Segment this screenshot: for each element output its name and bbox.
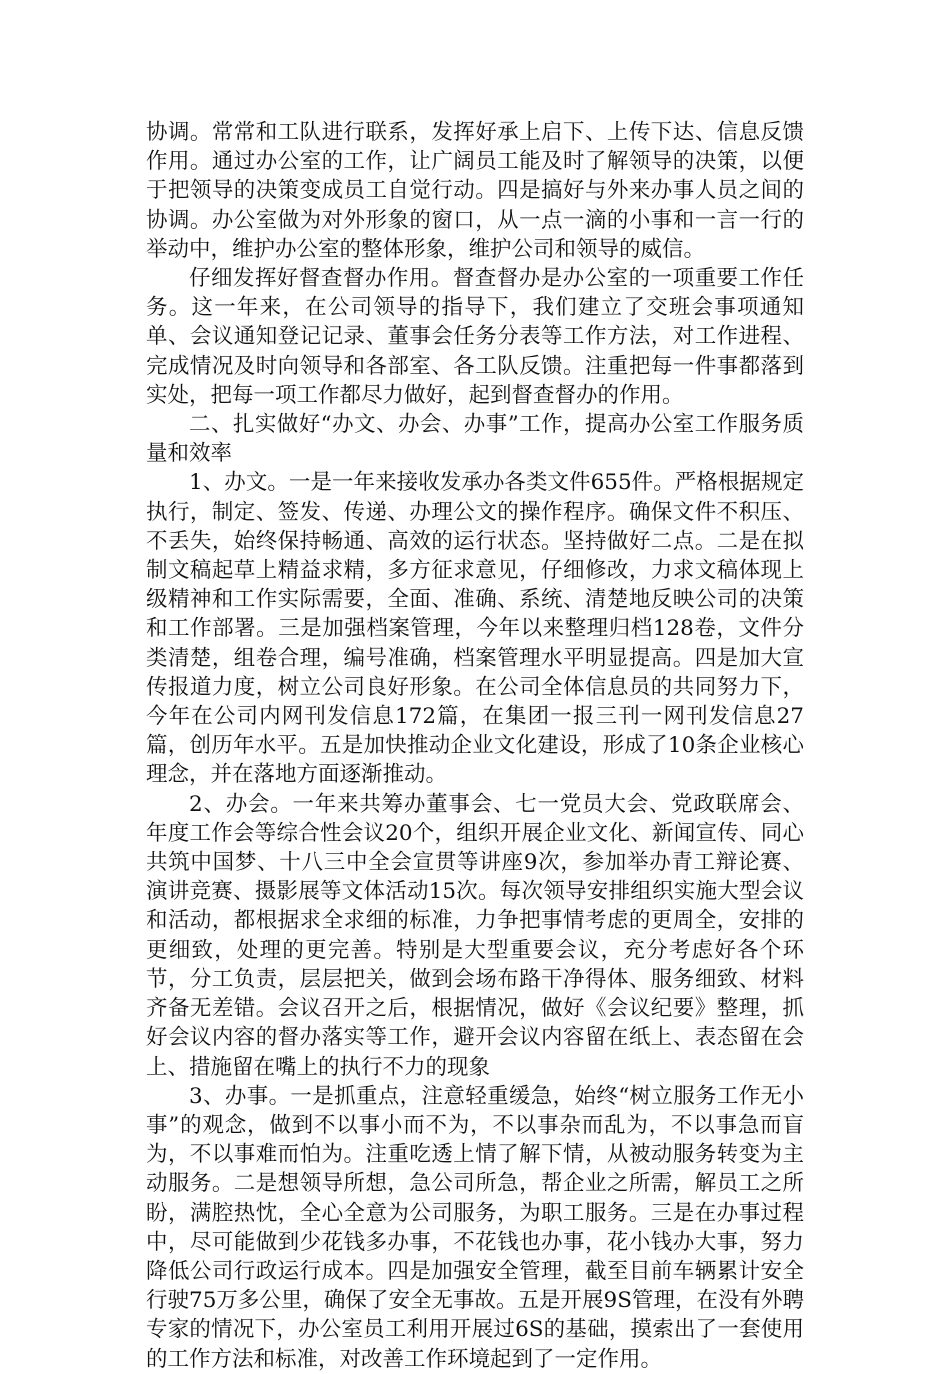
paragraph-coordination: 协调。常常和工队进行联系，发挥好承上启下、上传下达、信息反馈作用。通过办公室的工作，让广阔员工能及时了解领导的决策，以便于把领导的决策变成员工自觉行动。四是搞好与外来办事人员之间的协调。办公室做为对外形象的窗口，从一点一滴的小事和一言一行的举动中，维护办公室的整体形象，维护公司和领导的威信。 bbox=[146, 120, 804, 262]
paragraph-meetings: 2、办会。一年来共筹办董事会、七一党员大会、党政联席会、年度工作会等综合性会议20个，组织开展企业文化、新闻宣传、同心共筑中国梦、十八三中全会宣贯等讲座9次，参加举办青工辩论赛、演讲竞赛、摄影展等文体活动15次。每次领导安排组织实施大型会议和活动，都根据求全求细的标准，力争把事情考虑的更周全，安排的更细致，处理的更完善。特别是大型重要会议，充分考虑好各个环节，分工负责，层层把关，做到会场布路干净得体、服务细致、材料齐备无差错。会议召开之后，根据情况，做好《会议纪要》整理，抓好会议内容的督办落实等工作，避开会议内容留在纸上、表态留在会上、措施留在嘴上的执行不力的现象 bbox=[146, 791, 804, 1080]
paragraph-document-handling: 1、办文。一是一年来接收发承办各类文件655件。严格根据规定执行，制定、签发、传递、办理公文的操作程序。确保文件不积压、不丢失，始终保持畅通、高效的运行状态。坚持做好二点。二是在拟制文稿起草上精益求精，多方征求意见，仔细修改，力求文稿体现上级精神和工作实际需要，全面、准确、系统、清楚地反映公司的决策和工作部署。三是加强档案管理，今年以来整理归档128卷，文件分类清楚，组卷合理，编号准确，档案管理水平明显提高。四是加大宣传报道力度，树立公司良好形象。在公司全体信息员的共同努力下，今年在公司内网刊发信息172篇，在集团一报三刊一网刊发信息27篇，创历年水平。五是加快推动企业文化建设，形成了10条企业核心理念，并在落地方面逐渐推动。 bbox=[146, 470, 804, 788]
section-heading-two: 二、扎实做好“办文、办会、办事”工作，提高办公室工作服务质量和效率 bbox=[146, 412, 804, 467]
paragraph-affairs: 3、办事。一是抓重点，注意轻重缓急，始终“树立服务工作无小事”的观念，做到不以事小而不为，不以事杂而乱为，不以事急而盲为，不以事难而怕为。注重吃透上情了解下情，从被动服务转变为主动服务。二是想领导所想，急公司所急，帮企业之所需，解员工之所盼，满腔热忱，全心全意为公司服务，为职工服务。三是在办事过程中，尽可能做到少花钱多办事，不花钱也办事，花小钱办大事，努力降低公司行政运行成本。四是加强安全管理，截至目前车辆累计安全行驶75万多公里，确保了安全无事故。五是开展9S管理，在没有外聘专家的情况下，办公室员工利用开展过6S的基础，摸索出了一套使用的工作方法和标准，对改善工作环境起到了一定作用。 bbox=[146, 1083, 804, 1372]
document-body bbox=[146, 118, 804, 1374]
paragraph-supervision: 仔细发挥好督查督办作用。督查督办是办公室的一项重要工作任务。这一年来，在公司领导的指导下，我们建立了交班会事项通知单、会议通知登记记录、董事会任务分表等工作方法，对工作进程、完成情况及时向领导和各部室、各工队反馈。注重把每一件事都落到实处，把每一项工作都尽力做好，起到督查督办的作用。 bbox=[146, 266, 804, 408]
